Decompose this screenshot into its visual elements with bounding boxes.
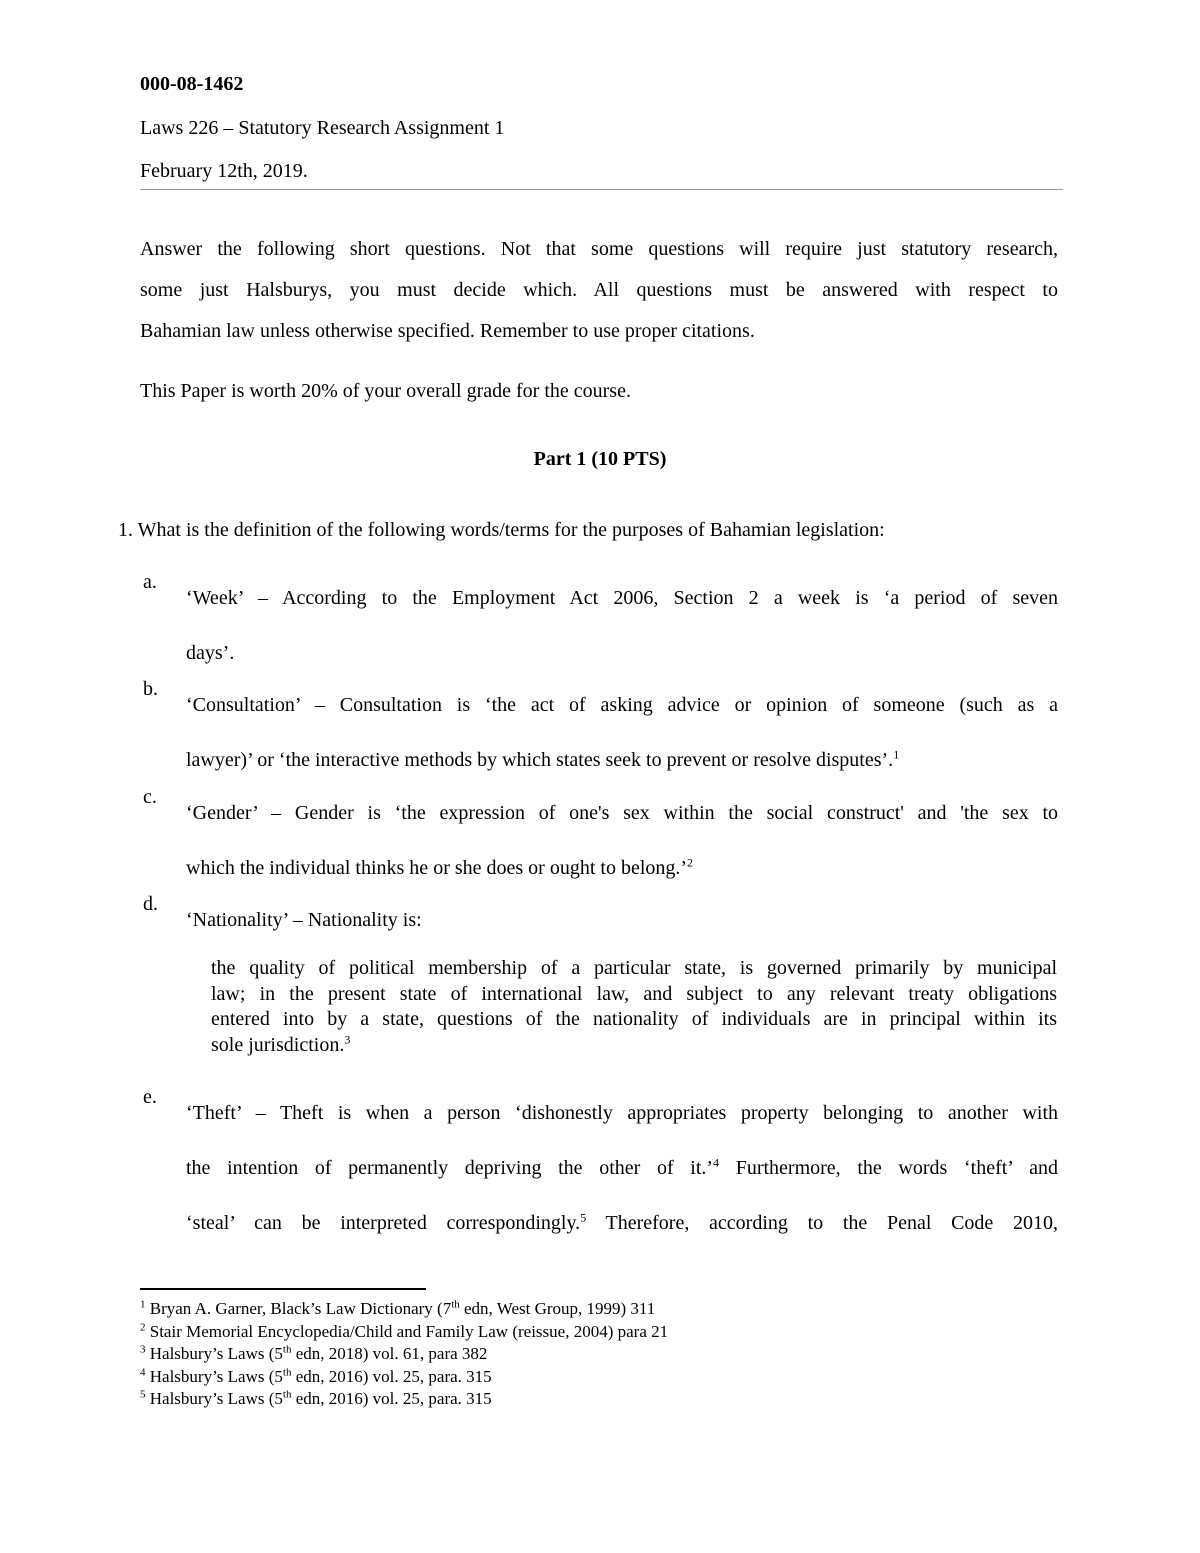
item-line: ‘Week’ – According to the Employment Act 2006, Section 2 a week is ‘a period of seven — [186, 587, 1058, 609]
footnote-number: 5 — [140, 1388, 146, 1401]
quote-line: entered into by a state, questions of the nationality of individuals are in principal within its — [211, 1008, 1057, 1030]
item-line — [186, 733, 1058, 788]
footnote-text: Bryan A. Garner, Black’s Law Dictionary (7 — [145, 1299, 452, 1318]
footnote-number: 3 — [140, 1343, 146, 1356]
item-marker: b. — [143, 678, 158, 700]
item-line: ‘Theft’ – Theft is when a person ‘dishonestly appropriates property belonging to another with — [186, 1102, 1058, 1124]
item-marker: e. — [143, 1086, 157, 1108]
course-title: Laws 226 – Statutory Research Assignment 1 — [140, 117, 505, 139]
quote-line — [211, 1033, 1057, 1059]
question-1 — [118, 519, 885, 542]
item-body — [186, 571, 1058, 681]
item-line-text: Furthermore, the words ‘theft’ and — [719, 1157, 1058, 1179]
assignment-date: February 12th, 2019. — [140, 160, 308, 182]
footnote-text: Halsbury’s Laws (5 — [145, 1389, 283, 1408]
nationality-quote — [211, 956, 1057, 1058]
item-line-text: the intention of permanently depriving the other of it.’ — [186, 1157, 714, 1179]
footnote-1 — [140, 1298, 668, 1321]
footnote-ref[interactable]: 1 — [893, 747, 900, 762]
item-line-text: Therefore, according to the Penal Code 2010, — [586, 1212, 1058, 1234]
item-marker: d. — [143, 893, 158, 915]
item-line-text: ‘steal’ can be interpreted correspondingly. — [186, 1212, 581, 1234]
instructions-line: Answer the following short questions. Not that some questions will require just statutory research, — [140, 238, 1058, 260]
item-line: days’. — [186, 642, 235, 664]
footnote-text: Halsbury’s Laws (5 — [145, 1344, 283, 1363]
quote-line: law; in the present state of international law, and subject to any relevant treaty obligations — [211, 982, 1057, 1005]
footnote-ref[interactable]: 4 — [713, 1155, 720, 1170]
footnote-text: Stair Memorial Encyclopedia/Child and Family Law (reissue, 2004) para 21 — [145, 1321, 669, 1341]
question-text: What is the definition of the following words/terms for the purposes of Bahamian legislation: — [137, 519, 885, 541]
item-marker: a. — [143, 571, 157, 593]
item-line — [186, 1141, 1058, 1196]
footnote-text: edn, 2016) vol. 25, para. 315 — [291, 1366, 492, 1386]
item-line: ‘Gender’ – Gender is ‘the expression of one's sex within the social construct' and 'the sex to — [186, 802, 1058, 824]
instructions-paragraph — [140, 229, 1058, 352]
footnote-ref[interactable]: 2 — [687, 855, 694, 870]
footnote-ordinal: th — [282, 1343, 292, 1356]
item-body — [186, 678, 1058, 788]
footnote-ordinal: th — [282, 1365, 292, 1378]
footnote-3 — [140, 1343, 668, 1366]
item-body — [186, 1086, 1058, 1251]
grade-weight-paragraph — [140, 371, 1058, 412]
student-id: 000-08-1462 — [140, 73, 244, 95]
quote-line-text: sole jurisdiction. — [211, 1033, 345, 1056]
item-body — [186, 786, 1058, 896]
footnote-text: edn, West Group, 1999) 311 — [459, 1299, 656, 1318]
item-line: ‘Nationality’ – Nationality is: — [186, 909, 422, 931]
item-marker: c. — [143, 786, 157, 808]
footnote-number: 2 — [140, 1320, 146, 1333]
footnote-5 — [140, 1388, 668, 1411]
footnote-number: 1 — [140, 1298, 146, 1311]
footnote-ref[interactable]: 5 — [580, 1210, 587, 1225]
item-line: ‘Consultation’ – Consultation is ‘the act of asking advice or opinion of someone (such as a — [186, 694, 1058, 716]
item-line — [186, 1196, 1058, 1251]
question-number: 1. — [118, 519, 133, 541]
footnote-text: edn, 2016) vol. 25, para. 315 — [291, 1389, 492, 1408]
footnote-ordinal: th — [282, 1388, 292, 1401]
item-body — [186, 893, 1058, 948]
instructions-line: Bahamian law unless otherwise specified. Remember to use proper citations. — [140, 320, 755, 342]
footnote-ordinal: th — [451, 1298, 460, 1311]
footnote-4 — [140, 1366, 668, 1389]
item-line-text: which the individual thinks he or she does or ought to belong.’ — [186, 857, 688, 879]
item-line-text: lawyer)’ or ‘the interactive methods by which states seek to prevent or resolve disputes’. — [186, 749, 894, 771]
footnote-text: edn, 2018) vol. 61, para 382 — [291, 1344, 488, 1363]
instructions-line: some just Halsburys, you must decide which. All questions must be answered with respect to — [140, 279, 1058, 301]
item-line — [186, 841, 1058, 896]
footnote-2 — [140, 1321, 668, 1344]
header-divider — [140, 189, 1063, 190]
footnote-separator — [140, 1288, 426, 1290]
footnotes — [140, 1298, 668, 1411]
quote-line: the quality of political membership of a particular state, is governed primarily by municipal — [211, 957, 1057, 979]
footnote-number: 4 — [140, 1365, 146, 1378]
footnote-ref[interactable]: 3 — [344, 1031, 351, 1046]
grade-weight-text: This Paper is worth 20% of your overall grade for the course. — [140, 380, 631, 402]
footnote-text: Halsbury’s Laws (5 — [145, 1366, 283, 1386]
part-heading: Part 1 (10 PTS) — [533, 448, 667, 470]
